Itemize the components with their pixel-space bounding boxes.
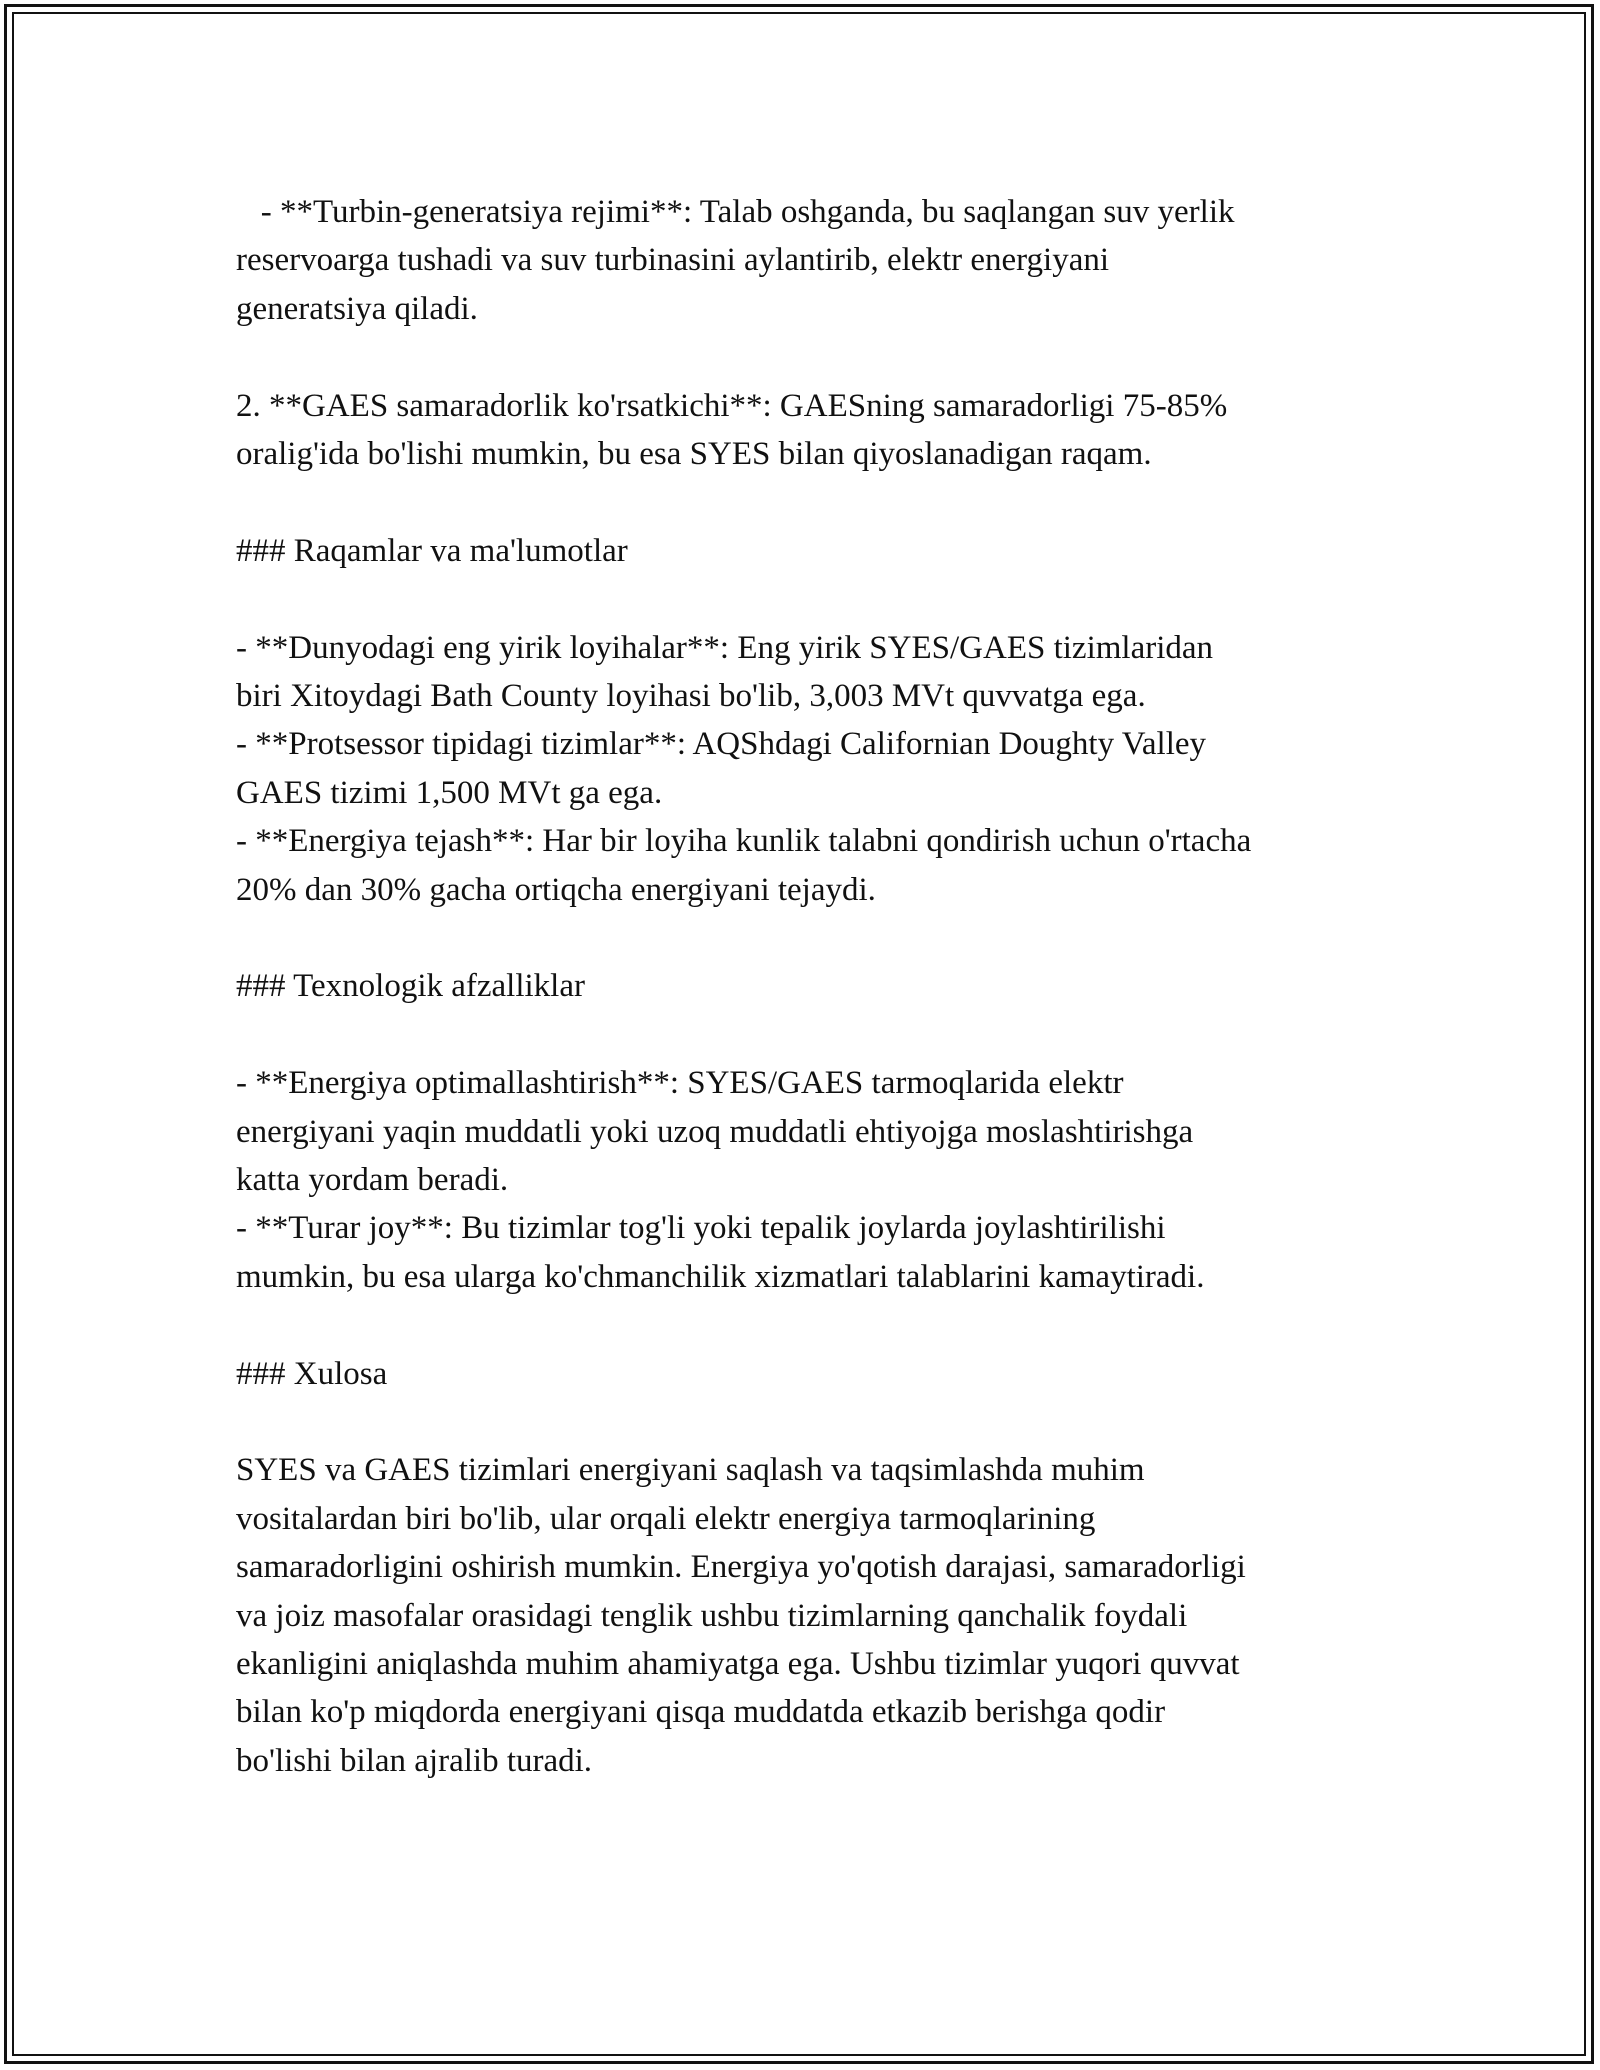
document-line: bo'lishi bilan ajralib turadi. [236, 1742, 593, 1779]
blank-line [236, 575, 1376, 623]
blank-line [236, 478, 1376, 526]
document-line: oralig'ida bo'lishi mumkin, bu esa SYES bilan qiyoslanadigan raqam. [236, 436, 1152, 473]
blank-line [236, 914, 1376, 962]
document-line: - **Energiya optimallashtirish**: SYES/GAES tarmoqlarida elektr [236, 1065, 1124, 1102]
document-line: - **Protsessor tipidagi tizimlar**: AQShdagi Californian Doughty Valley [236, 726, 1207, 763]
blank-line [236, 1398, 1376, 1446]
document-line: bilan ko'p miqdorda energiyani qisqa muddatda etkazib berishga qodir [236, 1694, 1166, 1731]
document-body [236, 188, 1376, 1785]
document-line: - **Dunyodagi eng yirik loyihalar**: Eng yirik SYES/GAES tizimlaridan [236, 629, 1214, 666]
document-line: GAES tizimi 1,500 MVt ga ega. [236, 774, 663, 811]
document-line: generatsiya qiladi. [236, 290, 478, 327]
blank-line [236, 333, 1376, 381]
document-line: reservoarga tushadi va suv turbinasini aylantirib, elektr energiyani [236, 242, 1110, 279]
document-line: - **Turar joy**: Bu tizimlar tog'li yoki tepalik joylarda joylashtirilishi [236, 1210, 1166, 1247]
section-heading: ### Raqamlar va ma'lumotlar [236, 532, 628, 569]
document-line: - **Energiya tejash**: Har bir loyiha kunlik talabni qondirish uchun o'rtacha [236, 823, 1252, 860]
document-line: mumkin, bu esa ularga ko'chmanchilik xizmatlari talablarini kamaytiradi. [236, 1258, 1205, 1295]
blank-line [236, 1011, 1376, 1059]
document-line: SYES va GAES tizimlari energiyani saqlash va taqsimlashda muhim [236, 1452, 1145, 1489]
document-line: vositalardan biri bo'lib, ular orqali elektr energiya tarmoqlarining [236, 1500, 1096, 1537]
section-heading: ### Texnologik afzalliklar [236, 968, 585, 1005]
document-line: biri Xitoydagi Bath County loyihasi bo'lib, 3,003 MVt quvvatga ega. [236, 678, 1146, 715]
document-line: energiyani yaqin muddatli yoki uzoq muddatli ehtiyojga moslashtirishga [236, 1113, 1194, 1150]
document-line: va joiz masofalar orasidagi tenglik ushbu tizimlarning qanchalik foydali [236, 1597, 1188, 1634]
document-line: 2. **GAES samaradorlik ko'rsatkichi**: GAESning samaradorligi 75-85% [236, 387, 1228, 424]
section-heading: ### Xulosa [236, 1355, 388, 1392]
blank-line [236, 1301, 1376, 1349]
document-line: 20% dan 30% gacha ortiqcha energiyani tejaydi. [236, 871, 876, 908]
document-line: ekanligini aniqlashda muhim ahamiyatga ega. Ushbu tizimlar yuqori quvvat [236, 1646, 1240, 1683]
document-line: - **Turbin-generatsiya rejimi**: Talab oshganda, bu saqlangan suv yerlik [236, 194, 1235, 230]
document-line: samaradorligini oshirish mumkin. Energiya yo'qotish darajasi, samaradorligi [236, 1549, 1246, 1586]
document-line: katta yordam beradi. [236, 1162, 509, 1199]
